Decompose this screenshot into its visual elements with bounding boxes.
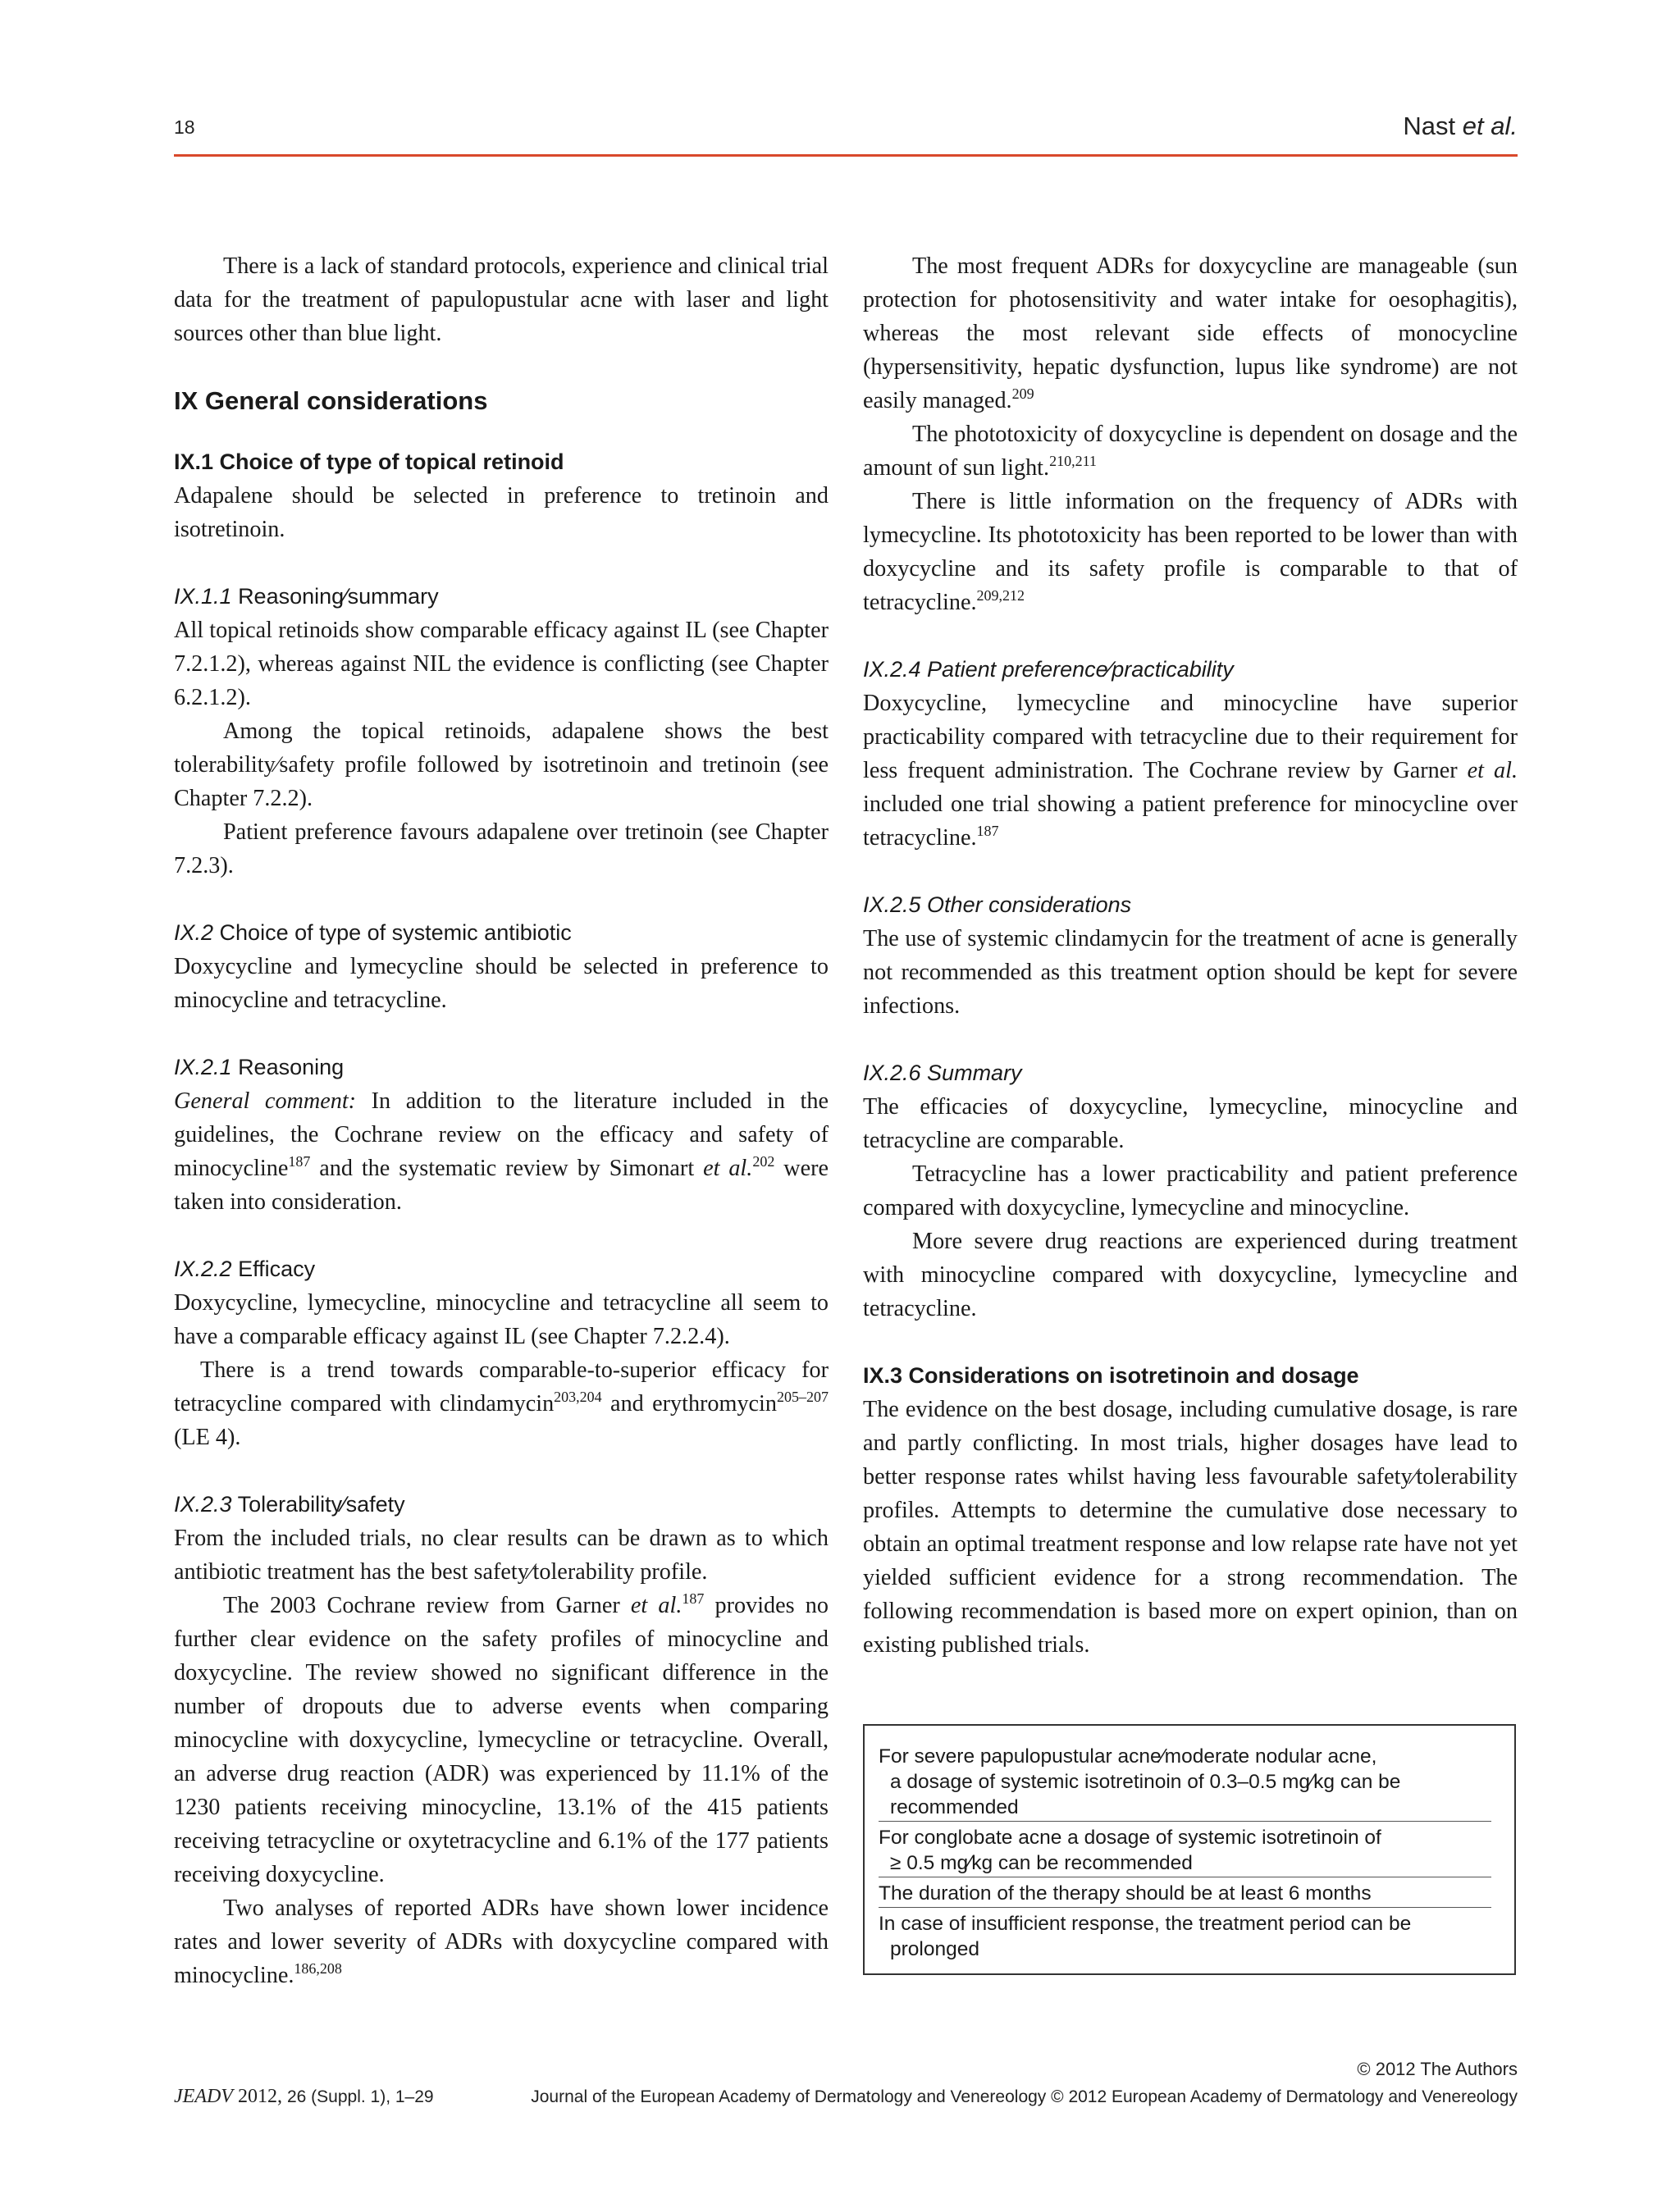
recommendation-item: In case of insufficient response, the treatment period can be prolonged	[879, 1913, 1412, 1960]
ix23-paragraph-3: Two analyses of reported ADRs have shown lower incidence rates and lower severity of ADRs with doxycycline compared with minocycline.$^{186,208}$	[174, 1896, 829, 1988]
running-author: Nast et al.	[1403, 112, 1518, 140]
right-column	[863, 249, 1518, 1662]
ix26-paragraph-2: Tetracycline has a lower practicability and patient preference compared with doxycycline, lymecycline and minocycline.	[863, 1161, 1518, 1220]
recommendation-item: The duration of the therapy should be at least 6 months	[879, 1881, 1491, 1908]
section-ix-heading: IX General considerations	[174, 386, 488, 415]
ix22-paragraph-1: Doxycycline, lymecycline, minocycline and tetracycline all seem to have a comparable efficacy against IL (see Chapter 7.2.2.4).	[174, 1290, 829, 1349]
section-ix25-heading: IX.2.5 Other considerations	[863, 892, 1132, 917]
ix23-paragraph-1: From the included trials, no clear results can be drawn as to which antibiotic treatment has the best safety∕tolerability profile.	[174, 1526, 829, 1585]
section-ix21-heading: IX.2.1 Reasoning	[174, 1055, 345, 1079]
ix21-paragraph: General comment: In addition to the literature included in the guidelines, the Cochrane review on the efficacy and safety of minocycline$^{187}$ and the systematic review by Simonart et al.$^{202}$ were taken into consideration.	[174, 1088, 829, 1215]
section-ix26-heading: IX.2.6 Summary	[863, 1061, 1022, 1085]
ix1-text: Adapalene should be selected in preference to tretinoin and isotretinoin.	[174, 483, 829, 542]
adr-paragraph-3: There is little information on the frequency of ADRs with lymecycline. Its phototoxicity has been reported to be lower than with doxycycline and its safety profile is comparable to that of tetracycline.$^{209,212}$	[863, 489, 1518, 615]
ix22-paragraph-2: There is a trend towards comparable-to-superior efficacy for tetracycline compared with clindamycin$^{203,204}$ and erythromycin$^{205-207}$ (LE 4).	[174, 1357, 829, 1450]
section-ix1-heading: IX.1 Choice of type of topical retinoid	[174, 449, 564, 474]
header-rule	[174, 154, 1518, 157]
section-ix11-heading: IX.1.1 Reasoning∕summary	[174, 584, 439, 609]
journal-citation: JEADV 2012, 26 (Suppl. 1), 1–29	[174, 2086, 434, 2107]
section-ix23-heading: IX.2.3 Tolerability∕safety	[174, 1492, 405, 1517]
ix25-paragraph: The use of systemic clindamycin for the treatment of acne is generally not recommended as this treatment option should be kept for severe infections.	[863, 926, 1518, 1019]
recommendation-item: For conglobate acne a dosage of systemic isotretinoin of ≥ 0.5 mg∕kg can be recommended	[879, 1825, 1491, 1877]
ix3-paragraph: The evidence on the best dosage, including cumulative dosage, is rare and partly conflicting. In most trials, higher dosages have lead to better response rates whilst having less favourable safety∕tolerability profiles. Attempts to determine the cumulative dose necessary to obtain an optimal treatment response and low relapse rate have not yet yielded sufficient evidence for a strong recommendation. The following recommendation is based more on expert opinion, than on existing published trials.	[863, 1397, 1518, 1658]
ix26-paragraph-3: More severe drug reactions are experienced during treatment with minocycline compared with doxycycline, lymecycline and tetracycline.	[863, 1229, 1518, 1321]
ix11-paragraph-1: All topical retinoids show comparable efficacy against IL (see Chapter 7.2.1.2), whereas against NIL the evidence is conflicting (see Chapter 6.2.1.2).	[174, 618, 829, 710]
intro-paragraph: There is a lack of standard protocols, experience and clinical trial data for the treatment of papulopustular acne with laser and light sources other than blue light.	[174, 253, 829, 346]
ix11-paragraph-3: Patient preference favours adapalene over tretinoin (see Chapter 7.2.3).	[174, 819, 829, 878]
ix23-paragraph-2: The 2003 Cochrane review from Garner et al.$^{187}$ provides no further clear evidence on the safety profiles of minocycline and doxycycline. The review showed no significant difference in the number of dropouts due to adverse events when comparing minocycline with doxycycline, lymecycline or tetracycline. Overall, an adverse drug reaction (ADR) was experienced by 11.1% of the 1230 patients receiving minocycline, 13.1% of the 415 patients receiving tetracycline or oxytetracycline and 6.1% of the 177 patients receiving doxycycline.	[174, 1590, 829, 1887]
ix24-paragraph: Doxycycline, lymecycline and minocycline have superior practicability compared with tetracycline due to their requirement for less frequent administration. The Cochrane review by Garner et al. included one trial showing a patient preference for minocycline over tetracycline.$^{187}$	[863, 691, 1518, 851]
section-ix24-heading: IX.2.4 Patient preference∕practicability	[863, 657, 1234, 682]
page-number: 18	[174, 116, 195, 138]
ix11-paragraph-2: Among the topical retinoids, adapalene shows the best tolerability∕safety profile followed by isotretinoin and tretinoin (see Chapter 7.2.2).	[174, 719, 829, 811]
adr-paragraph-2: The phototoxicity of doxycycline is dependent on dosage and the amount of sun light.$^{210,211}$	[863, 422, 1518, 481]
copyright-authors: © 2012 The Authors	[1357, 2059, 1518, 2079]
ix2-text: Doxycycline and lymecycline should be selected in preference to minocycline and tetracycline.	[174, 954, 829, 1013]
left-column	[174, 249, 829, 1992]
journal-name: Journal of the European Academy of Dermatology and Venereology © 2012 European Academy of Dermatology and Venereology	[531, 2087, 1518, 2106]
adr-paragraph-1: The most frequent ADRs for doxycycline are manageable (sun protection for photosensitivity and water intake for oesophagitis), whereas the most relevant side effects of monocycline (hypersensitivity, hepatic dysfunction, lupus like syndrome) are not easily managed.$^{209}$	[863, 253, 1518, 413]
recommendation-box	[863, 1724, 1516, 1975]
recommendation-item: For severe papulopustular acne∕moderate nodular acne, a dosage of systemic isotretinoin of 0.3–0.5 mg∕kg can be recommended	[879, 1744, 1491, 1822]
section-ix2-heading: IX.2 Choice of type of systemic antibiotic	[174, 920, 572, 945]
ix26-paragraph-1: The efficacies of doxycycline, lymecycline, minocycline and tetracycline are comparable.	[863, 1094, 1518, 1153]
section-ix22-heading: IX.2.2 Efficacy	[174, 1257, 316, 1281]
section-ix3-heading: IX.3 Considerations on isotretinoin and dosage	[863, 1363, 1359, 1388]
